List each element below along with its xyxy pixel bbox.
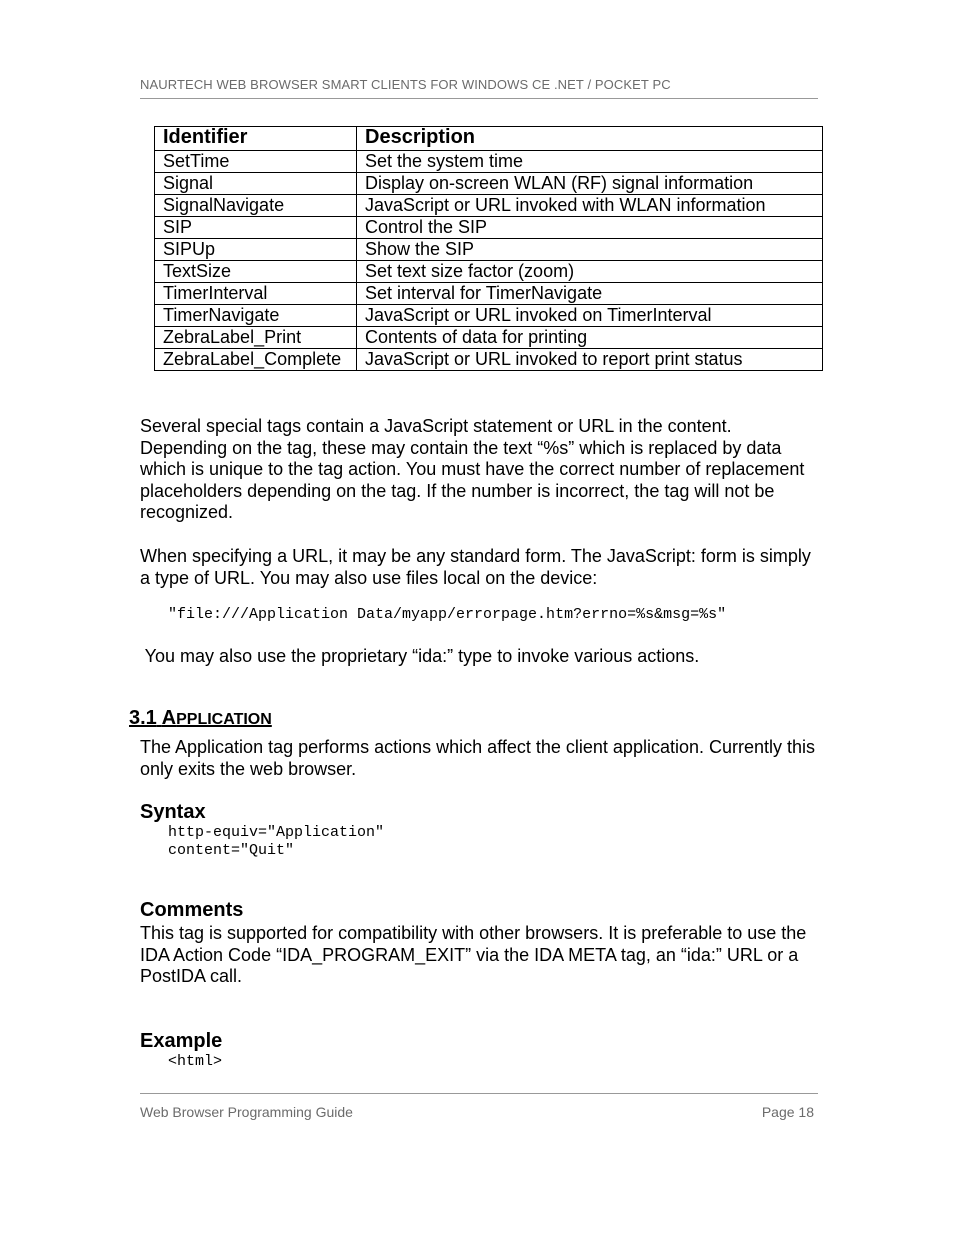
table-row: [155, 305, 823, 327]
table-row: [155, 261, 823, 283]
identifier-cell: SIP: [155, 217, 357, 239]
page-number: Page 18: [761, 1104, 814, 1120]
section-intro: The Application tag performs actions which affect the client application. Currently this only exits the web browser.: [140, 737, 816, 779]
identifier-cell: SignalNavigate: [155, 195, 357, 217]
identifier-cell: TimerInterval: [155, 283, 357, 305]
description-cell: JavaScript or URL invoked with WLAN information: [357, 195, 823, 217]
identifier-cell: Signal: [155, 173, 357, 195]
section-heading: 3.1 APPLICATION: [129, 707, 272, 729]
url-code-example: "file:///Application Data/myapp/errorpage.htm?errno=%s&msg=%s": [168, 606, 727, 623]
description-cell: Set text size factor (zoom): [357, 261, 823, 283]
table-row: [155, 349, 823, 371]
table-row: [155, 283, 823, 305]
identifier-cell: ZebraLabel_Complete: [155, 349, 357, 371]
description-cell: Set interval for TimerNavigate: [357, 283, 823, 305]
comments-heading: Comments: [140, 899, 244, 921]
identifier-cell: TextSize: [155, 261, 357, 283]
placeholder-paragraph: Several special tags contain a JavaScript statement or URL in the content. Depending on the tag, these may contain the text “%s” which is replaced by data which is unique to the tag action. You must have the correct number of replacement placeholders depending on the tag. If the number is incorrect, the tag will not be recognized.: [140, 416, 805, 522]
identifier-cell: TimerNavigate: [155, 305, 357, 327]
identifier-cell: SetTime: [155, 151, 357, 173]
identifier-cell: ZebraLabel_Print: [155, 327, 357, 349]
syntax-heading: Syntax: [140, 801, 206, 823]
ida-paragraph: You may also use the proprietary “ida:” type to invoke various actions.: [140, 646, 700, 666]
table-row: [155, 239, 823, 261]
description-cell: Contents of data for printing: [357, 327, 823, 349]
example-heading: Example: [140, 1030, 223, 1052]
syntax-line-2: content="Quit": [168, 842, 295, 859]
running-header: NAURTECH WEB BROWSER SMART CLIENTS FOR WINDOWS CE .NET / POCKET PC: [140, 77, 671, 92]
identifier-cell: SIPUp: [155, 239, 357, 261]
footer-title: Web Browser Programming Guide: [140, 1104, 353, 1120]
description-cell: JavaScript or URL invoked on TimerInterval: [357, 305, 823, 327]
description-cell: Display on-screen WLAN (RF) signal information: [357, 173, 823, 195]
description-cell: Show the SIP: [357, 239, 823, 261]
table-row: [155, 173, 823, 195]
example-code-line: <html>: [168, 1053, 223, 1070]
description-cell: Control the SIP: [357, 217, 823, 239]
identifier-table: [154, 126, 823, 371]
table-row: [155, 217, 823, 239]
table-row: [155, 151, 823, 173]
header-rule: [140, 98, 818, 99]
table-row: [155, 327, 823, 349]
footer-rule: [140, 1093, 818, 1094]
description-cell: JavaScript or URL invoked to report print status: [357, 349, 823, 371]
comments-text: This tag is supported for compatibility with other browsers. It is preferable to use the IDA Action Code “IDA_PROGRAM_EXIT” via the IDA META tag, an “ida:” URL or a PostIDA call.: [140, 923, 807, 986]
description-cell: Set the system time: [357, 151, 823, 173]
table-header-row: [155, 127, 823, 151]
column-header-description: Description: [357, 127, 823, 151]
table-row: [155, 195, 823, 217]
url-paragraph: When specifying a URL, it may be any standard form. The JavaScript: form is simply a type of URL. You may also use files local on the device:: [140, 546, 811, 588]
column-header-identifier: Identifier: [155, 127, 357, 151]
syntax-line-1: http-equiv="Application": [168, 824, 385, 841]
